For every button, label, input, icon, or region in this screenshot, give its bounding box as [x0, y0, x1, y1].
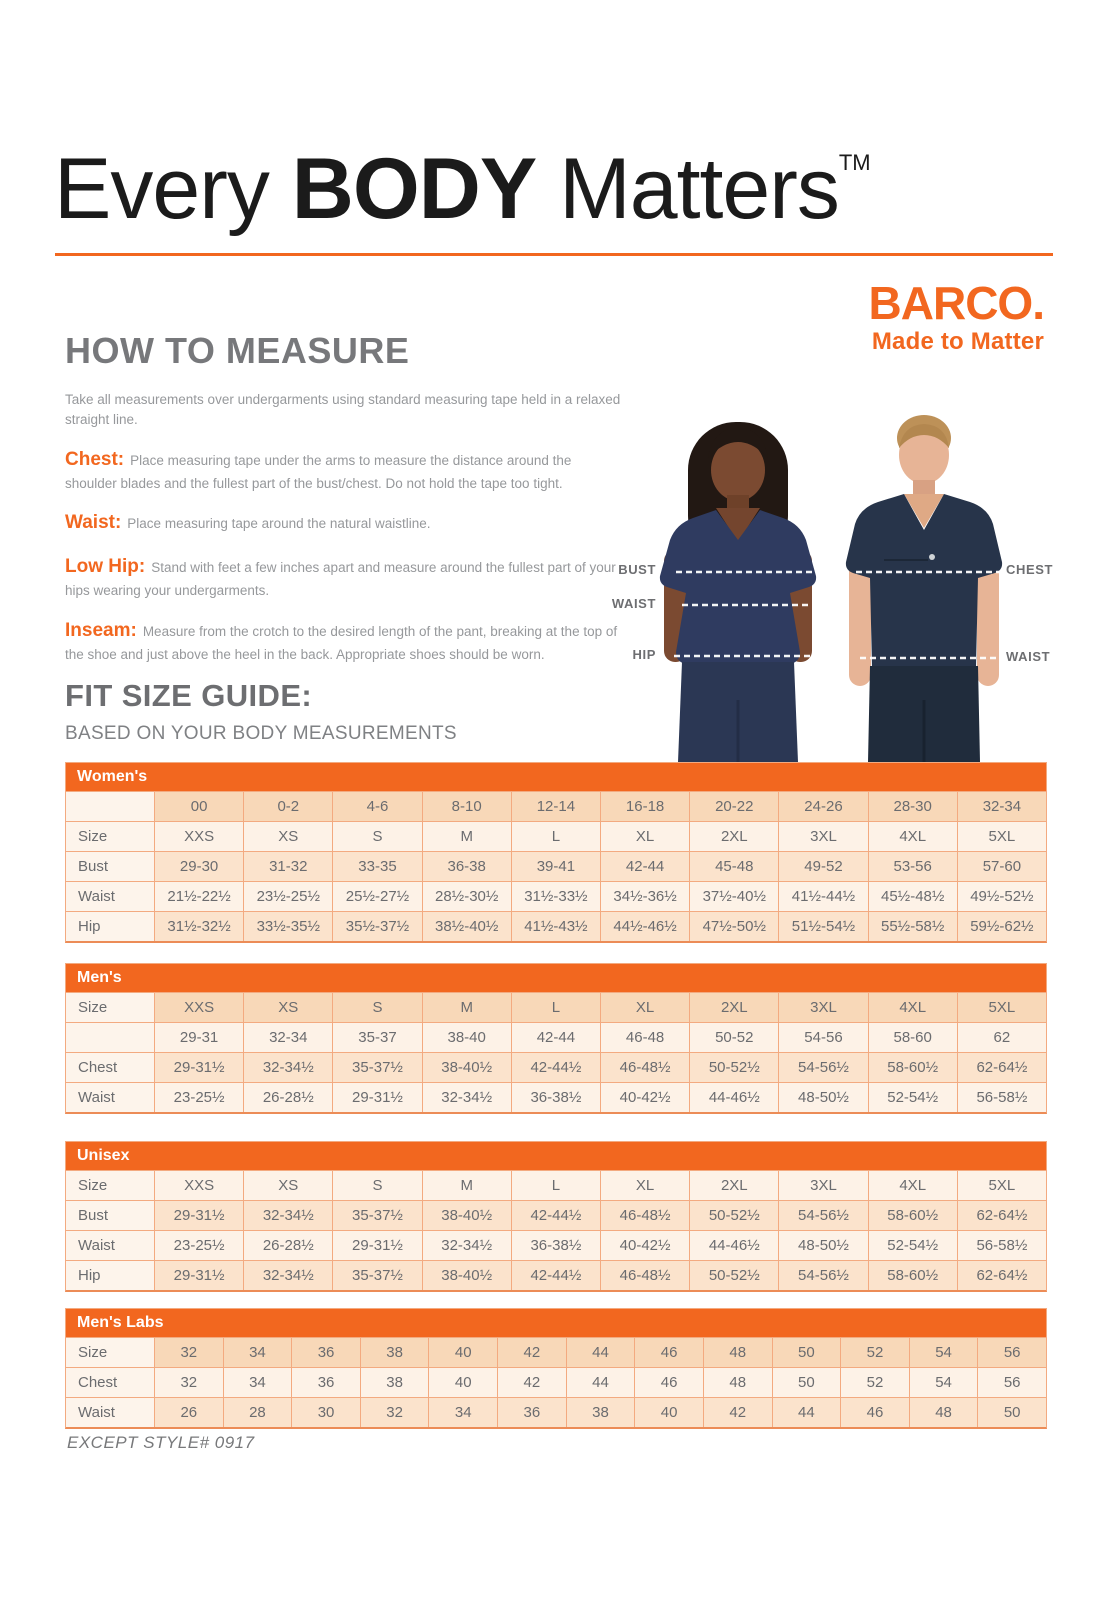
table-cell: 51½-54½ [778, 912, 867, 941]
table-cell: 32 [360, 1398, 429, 1427]
table-cell: L [511, 993, 600, 1022]
table-cell: 4XL [868, 822, 957, 851]
table-cell: 28 [223, 1398, 292, 1427]
table-cell: 44-46½ [689, 1083, 778, 1112]
table-cell: 62-64½ [957, 1053, 1046, 1082]
table-cell: 38-40½ [422, 1201, 511, 1230]
row-label: Chest [66, 1368, 154, 1397]
table-cell: 16-18 [600, 792, 689, 821]
table-cell: 42-44½ [511, 1261, 600, 1290]
table-cell: XXS [154, 822, 243, 851]
row-label: Size [66, 822, 154, 851]
table-cell: 33½-35½ [243, 912, 332, 941]
row-label: Waist [66, 882, 154, 911]
table-cell: 57-60 [957, 852, 1046, 881]
table-cell: 48 [909, 1398, 978, 1427]
table-cell: 50-52½ [689, 1201, 778, 1230]
measure-item-text: Place measuring tape around the natural waistline. [127, 516, 431, 532]
table-cell: 41½-43½ [511, 912, 600, 941]
table-row [66, 992, 1046, 1022]
table-cell: 4-6 [332, 792, 421, 821]
table-cell: 5XL [957, 993, 1046, 1022]
table-cell: 40-42½ [600, 1231, 689, 1260]
row-label: Waist [66, 1398, 154, 1427]
table-cell: 38 [566, 1398, 635, 1427]
table-cell: 26 [154, 1398, 223, 1427]
row-label: Bust [66, 1201, 154, 1230]
table-cell: M [422, 993, 511, 1022]
table-cell: 34 [223, 1368, 292, 1397]
table-cell: 47½-50½ [689, 912, 778, 941]
table-row [66, 1230, 1046, 1260]
table-cell: 32-34½ [422, 1083, 511, 1112]
table-cell: 48 [703, 1338, 772, 1367]
table-cell: 58-60½ [868, 1261, 957, 1290]
table-cell: 29-31½ [332, 1231, 421, 1260]
table-cell: 50 [772, 1338, 841, 1367]
table-cell: 29-31 [154, 1023, 243, 1052]
table-cell: 44 [772, 1398, 841, 1427]
table-cell: 44 [566, 1368, 635, 1397]
measure-item-low-hip [65, 553, 621, 602]
table-cell: XS [243, 1171, 332, 1200]
table-row [66, 1367, 1046, 1397]
row-label: Size [66, 1171, 154, 1200]
table-cell: 34½-36½ [600, 882, 689, 911]
table-cell: 42-44 [600, 852, 689, 881]
table-cell: 48-50½ [778, 1083, 867, 1112]
table-cell: 38 [360, 1338, 429, 1367]
table-cell: 35-37½ [332, 1201, 421, 1230]
table-cell: 38-40½ [422, 1053, 511, 1082]
table-cell: 58-60 [868, 1023, 957, 1052]
table-cell: 23½-25½ [243, 882, 332, 911]
table-cell: 42-44 [511, 1023, 600, 1052]
table-cell: 29-31½ [332, 1083, 421, 1112]
table-cell: 46 [634, 1368, 703, 1397]
table-row [66, 851, 1046, 881]
table-cell: 32-34 [957, 792, 1046, 821]
table-cell: 52 [840, 1368, 909, 1397]
table-row [66, 1397, 1046, 1427]
size-table-mens [65, 963, 1047, 1114]
table-cell: 56 [977, 1368, 1046, 1397]
table-cell: 50-52½ [689, 1053, 778, 1082]
row-label: Size [66, 993, 154, 1022]
table-cell: 54-56½ [778, 1053, 867, 1082]
measure-item-label: Chest: [65, 448, 125, 470]
table-cell: 40 [428, 1338, 497, 1367]
row-label: Hip [66, 912, 154, 941]
table-cell: 37½-40½ [689, 882, 778, 911]
measure-item-chest [65, 446, 621, 495]
table-cell: 48-50½ [778, 1231, 867, 1260]
row-label: Chest [66, 1053, 154, 1082]
table-cell: 29-30 [154, 852, 243, 881]
bust-measure-label: BUST [618, 562, 656, 577]
table-cell: S [332, 822, 421, 851]
table-cell: 32-34½ [243, 1053, 332, 1082]
table-cell: 23-25½ [154, 1083, 243, 1112]
table-cell: 24-26 [778, 792, 867, 821]
table-cell: 36 [497, 1398, 566, 1427]
table-cell: 45-48 [689, 852, 778, 881]
measure-item-text: Place measuring tape under the arms to measure the distance around the shoulder blades and the fullest part of the bust/chest. Do not hold the tape too tight. [65, 452, 572, 491]
row-label [66, 1023, 154, 1052]
table-cell: 39-41 [511, 852, 600, 881]
table-cell: 32 [154, 1338, 223, 1367]
brand-name: BARCO. [868, 277, 1044, 329]
table-cell: 44½-46½ [600, 912, 689, 941]
table-cell: 31-32 [243, 852, 332, 881]
table-cell: 46-48½ [600, 1261, 689, 1290]
size-table-unisex [65, 1141, 1047, 1292]
table-cell: 52 [840, 1338, 909, 1367]
table-cell: 56 [977, 1338, 1046, 1367]
table-cell: 4XL [868, 1171, 957, 1200]
measure-item-inseam [65, 617, 621, 666]
table-cell: L [511, 822, 600, 851]
table-cell: 2XL [689, 822, 778, 851]
table-cell: 35½-37½ [332, 912, 421, 941]
table-cell: 26-28½ [243, 1083, 332, 1112]
man-figure [846, 415, 1002, 762]
table-row [66, 1260, 1046, 1290]
table-cell: 52-54½ [868, 1083, 957, 1112]
table-cell: XL [600, 1171, 689, 1200]
table-row [66, 1052, 1046, 1082]
table-cell: 36 [291, 1368, 360, 1397]
table-cell: XXS [154, 1171, 243, 1200]
table-cell: 36-38½ [511, 1083, 600, 1112]
table-cell: 26-28½ [243, 1231, 332, 1260]
table-cell: 35-37½ [332, 1053, 421, 1082]
table-cell: XL [600, 822, 689, 851]
footer-note: EXCEPT STYLE# 0917 [67, 1433, 255, 1452]
table-cell: 50 [977, 1398, 1046, 1427]
table-cell: M [422, 822, 511, 851]
table-cell: 58-60½ [868, 1201, 957, 1230]
table-cell: 46 [840, 1398, 909, 1427]
table-cell: 40 [634, 1398, 703, 1427]
waist-measure-label-woman: WAIST [611, 596, 656, 611]
table-cell: 54-56½ [778, 1261, 867, 1290]
table-row [66, 1337, 1046, 1367]
table-cell: 3XL [778, 993, 867, 1022]
table-cell: 34 [428, 1398, 497, 1427]
table-cell: 8-10 [422, 792, 511, 821]
table-cell: L [511, 1171, 600, 1200]
table-cell: 62-64½ [957, 1261, 1046, 1290]
table-cell: 49-52 [778, 852, 867, 881]
table-cell: 50-52 [689, 1023, 778, 1052]
table-cell: 45½-48½ [868, 882, 957, 911]
table-cell: 38-40 [422, 1023, 511, 1052]
table-cell: 25½-27½ [332, 882, 421, 911]
table-cell: 50-52½ [689, 1261, 778, 1290]
row-label: Hip [66, 1261, 154, 1290]
table-cell: 35-37½ [332, 1261, 421, 1290]
table-row [66, 821, 1046, 851]
row-label: Size [66, 1338, 154, 1367]
table-cell: 34 [223, 1338, 292, 1367]
table-cell: XL [600, 993, 689, 1022]
table-cell: 12-14 [511, 792, 600, 821]
table-cell: 38-40½ [422, 1261, 511, 1290]
fit-size-guide-subheading: BASED ON YOUR BODY MEASUREMENTS [65, 723, 457, 744]
table-cell: 49½-52½ [957, 882, 1046, 911]
table-row [66, 1022, 1046, 1052]
table-row [66, 1200, 1046, 1230]
title-pre: Every [54, 141, 269, 237]
table-cell: 3XL [778, 1171, 867, 1200]
table-cell: 38½-40½ [422, 912, 511, 941]
table-cell: 46-48½ [600, 1053, 689, 1082]
table-cell: 0-2 [243, 792, 332, 821]
table-cell: 50 [772, 1368, 841, 1397]
table-cell: 33-35 [332, 852, 421, 881]
table-cell: 38 [360, 1368, 429, 1397]
table-cell: 46-48 [600, 1023, 689, 1052]
row-label: Bust [66, 852, 154, 881]
table-row [66, 1082, 1046, 1112]
table-cell: S [332, 993, 421, 1022]
table-cell: 31½-33½ [511, 882, 600, 911]
table-cell: 20-22 [689, 792, 778, 821]
table-cell: 44-46½ [689, 1231, 778, 1260]
table-cell: 40-42½ [600, 1083, 689, 1112]
table-cell: 53-56 [868, 852, 957, 881]
title-bold: BODY [291, 141, 537, 237]
measure-item-label: Inseam: [65, 619, 137, 641]
table-cell: 31½-32½ [154, 912, 243, 941]
table-cell: 59½-62½ [957, 912, 1046, 941]
table-cell: 44 [566, 1338, 635, 1367]
table-cell: 36-38½ [511, 1231, 600, 1260]
table-cell: 00 [154, 792, 243, 821]
how-to-measure-heading: HOW TO MEASURE [65, 330, 410, 371]
table-cell: 36 [291, 1338, 360, 1367]
table-cell: 32-34½ [243, 1201, 332, 1230]
measure-item-text: Measure from the crotch to the desired length of the pant, breaking at the top of the shoe and just above the heel in the back. Appropriate shoes should be worn. [65, 623, 618, 662]
table-cell: 62 [957, 1023, 1046, 1052]
size-table-womens [65, 762, 1047, 943]
title-post: Matters [559, 141, 839, 237]
table-cell: 36-38 [422, 852, 511, 881]
table-cell: 42-44½ [511, 1201, 600, 1230]
table-cell: 35-37 [332, 1023, 421, 1052]
page-title [54, 141, 1064, 237]
table-cell: 48 [703, 1368, 772, 1397]
measure-item-waist [65, 509, 621, 538]
brand-logo [868, 277, 1044, 356]
how-to-measure-section [65, 330, 621, 665]
table-cell: 54-56½ [778, 1201, 867, 1230]
table-cell: 55½-58½ [868, 912, 957, 941]
table-cell: 23-25½ [154, 1231, 243, 1260]
table-cell: 29-31½ [154, 1053, 243, 1082]
table-cell: 52-54½ [868, 1231, 957, 1260]
table-cell: 46-48½ [600, 1201, 689, 1230]
table-cell: 32-34 [243, 1023, 332, 1052]
table-cell: 54 [909, 1368, 978, 1397]
title-divider [55, 253, 1053, 256]
measure-item-label: Waist: [65, 512, 122, 534]
table-cell: 29-31½ [154, 1201, 243, 1230]
table-row [66, 911, 1046, 941]
table-cell: 28-30 [868, 792, 957, 821]
table-cell: 62-64½ [957, 1201, 1046, 1230]
table-row [66, 881, 1046, 911]
table-cell: XS [243, 993, 332, 1022]
table-cell: 5XL [957, 822, 1046, 851]
table-cell: 30 [291, 1398, 360, 1427]
chest-measure-label: CHEST [1006, 562, 1054, 577]
row-label: Waist [66, 1083, 154, 1112]
table-cell: 42 [497, 1368, 566, 1397]
table-cell: 3XL [778, 822, 867, 851]
table-cell: 42 [497, 1338, 566, 1367]
model-figures [588, 400, 1068, 762]
table-cell: 2XL [689, 1171, 778, 1200]
table-cell: 46 [634, 1338, 703, 1367]
table-cell: 58-60½ [868, 1053, 957, 1082]
table-cell: 42-44½ [511, 1053, 600, 1082]
table-cell: 32 [154, 1368, 223, 1397]
woman-figure [660, 422, 816, 762]
table-cell: XS [243, 822, 332, 851]
table-cell: 2XL [689, 993, 778, 1022]
table-row [66, 1170, 1046, 1200]
how-to-measure-intro: Take all measurements over undergarments using standard measuring tape held in a relaxed straight line. [65, 392, 621, 428]
table-title-unisex: Unisex [66, 1142, 1046, 1170]
table-cell: 56-58½ [957, 1083, 1046, 1112]
table-cell: 54 [909, 1338, 978, 1367]
row-label: Waist [66, 1231, 154, 1260]
table-title-mens-labs: Men's Labs [66, 1309, 1046, 1337]
fit-size-guide-heading: FIT SIZE GUIDE: [65, 678, 313, 713]
table-row [66, 791, 1046, 821]
trademark-symbol: TM [838, 150, 871, 175]
table-cell: 41½-44½ [778, 882, 867, 911]
models-illustration [588, 400, 1068, 762]
table-cell: 4XL [868, 993, 957, 1022]
table-cell: 40 [428, 1368, 497, 1397]
waist-measure-label-man: WAIST [1006, 649, 1051, 664]
table-cell: 29-31½ [154, 1261, 243, 1290]
table-cell: 54-56 [778, 1023, 867, 1052]
table-cell: M [422, 1171, 511, 1200]
table-cell: 21½-22½ [154, 882, 243, 911]
hip-measure-label: HIP [632, 647, 656, 662]
row-label [66, 792, 154, 821]
table-cell: 5XL [957, 1171, 1046, 1200]
brand-tagline: Made to Matter [871, 328, 1044, 355]
table-cell: 42 [703, 1398, 772, 1427]
table-cell: 28½-30½ [422, 882, 511, 911]
measure-item-label: Low Hip: [65, 555, 146, 577]
table-cell: S [332, 1171, 421, 1200]
table-cell: XXS [154, 993, 243, 1022]
measure-item-text: Stand with feet a few inches apart and measure around the fullest part of your hips wearing your undergarments. [65, 559, 616, 599]
table-cell: 32-34½ [422, 1231, 511, 1260]
table-title-womens: Women's [66, 763, 1046, 791]
size-table-mens-labs [65, 1308, 1047, 1429]
table-cell: 56-58½ [957, 1231, 1046, 1260]
table-title-mens: Men's [66, 964, 1046, 992]
table-cell: 32-34½ [243, 1261, 332, 1290]
